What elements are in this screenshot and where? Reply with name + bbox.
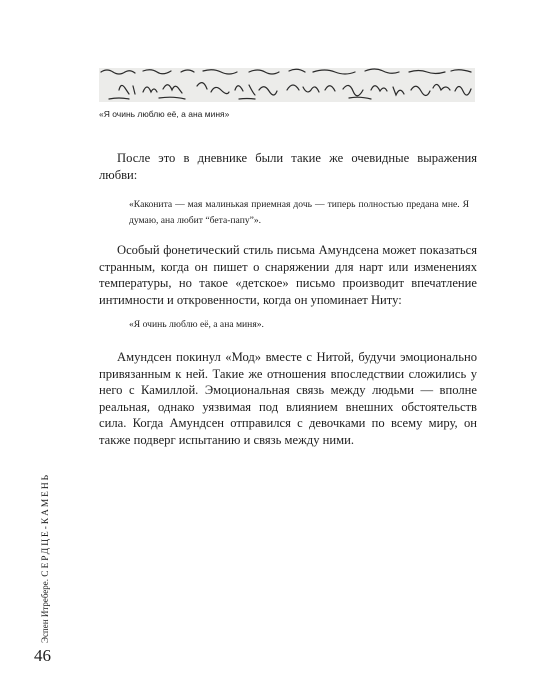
page-number: 46 (34, 646, 51, 665)
paragraph-2: Особый фонетический стиль письма Амундсена может показаться странным, когда он пишет о снаряжении для нарт или изменениях температуры, но такое «детское» письмо производит впечатление интимности и откровенности, когда он упоминает Ниту: (99, 243, 477, 307)
paragraph-3: Амундсен покинул «Мод» вместе с Нитой, будучи эмоционально привязанным к ней. Такие же отношения впоследствии сложились у него с Камиллой. Эмоциональная связь между людьми — вполне реальная, однако уязвимая под влиянием внешних обстоятельств сила. Когда Амундсен отправился с девочками по всему миру, он также подверг испытанию и связь между ними. (99, 350, 477, 447)
running-head-title: СЕРДЦЕ-КАМЕНЬ (41, 472, 51, 577)
quote-1: «Каконита — мая малинькая приемная дочь — типерь полностью предана мне. Я думаю, ана любит “бета-папу”». (129, 199, 469, 226)
paragraph-1: После это в дневнике были такие же очевидные выражения любви: (99, 151, 477, 182)
handwriting-scan (99, 68, 475, 102)
running-head (40, 473, 51, 643)
quote-2: «Я очинь люблю её, а ана миня». (129, 319, 264, 330)
handwriting-image (99, 68, 475, 102)
running-head-author: Эспен Итребере. (40, 578, 50, 643)
image-caption: «Я очинь люблю её, а ана миня» (99, 109, 230, 119)
